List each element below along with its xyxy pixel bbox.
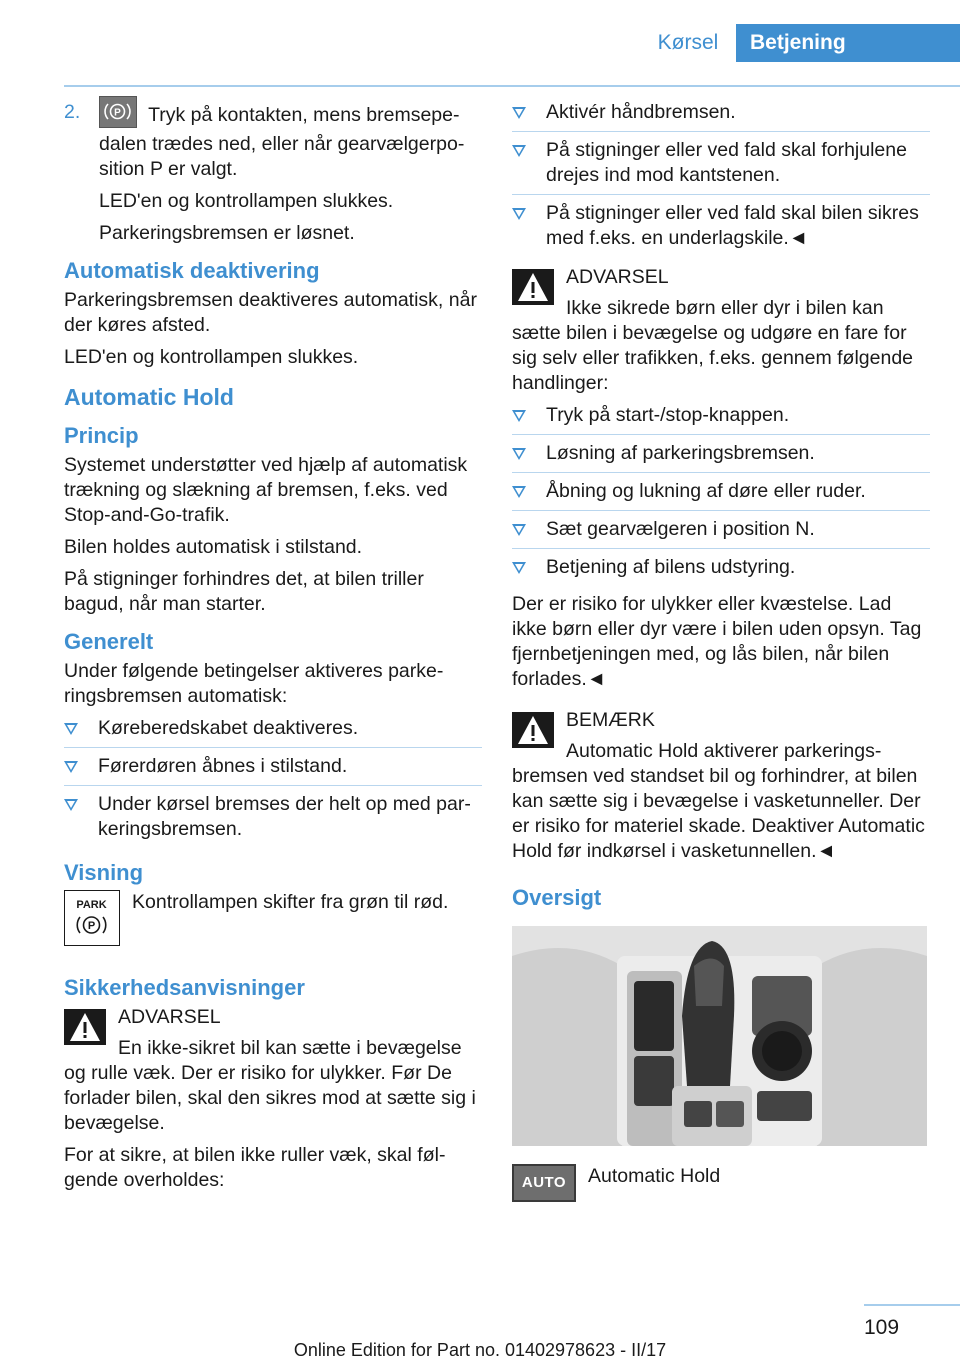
park-icon-label: PARK <box>76 899 107 911</box>
heading-sikkerhed: Sikkerhedsanvisninger <box>64 975 305 1000</box>
park-indicator-icon <box>64 890 120 946</box>
auto-h-button-icon: AUTO H <box>512 1164 576 1202</box>
list-item: Under kørsel bremses der helt op med parkeringsbremsen. <box>64 792 482 848</box>
warning-2-text: Ikke sikrede børn eller dyr i bilen kan sætte bilen i bevægelse og udgøre en fare for sig selv eller trafikken, f.eks. gennem følgende handlinger: <box>512 297 914 394</box>
heading-auto-deactivation: Automatisk deaktivering <box>64 258 320 283</box>
note-title: BEMÆRK <box>566 709 655 731</box>
list-item: Betjening af bilens udstyring. <box>512 555 930 586</box>
warning-triangle-icon <box>64 1009 106 1045</box>
warning-triangle-icon <box>512 712 554 748</box>
step-number: 2. <box>64 101 81 123</box>
header-chapter-tab[interactable]: Betjening <box>736 24 960 62</box>
bullet-triangle-icon <box>512 145 526 157</box>
warning-block-2 <box>512 265 930 396</box>
heading-princip: Princip <box>64 423 139 448</box>
footer-rule <box>864 1304 960 1306</box>
warning-triangle-icon <box>512 269 554 305</box>
warning-text: En ikke-sikret bil kan sætte i bevægelse og rulle væk. Der er risiko for ulykker. Før De forlader bilen, skal den sikres mod at sætte sig i bevægelse. <box>64 1037 476 1134</box>
bullet-triangle-icon <box>512 448 526 460</box>
heading-generelt: Generelt <box>64 629 154 654</box>
heading-visning: Visning <box>64 860 144 885</box>
risk-text: Der er risiko for ulykker eller kvæstelse. Lad ikke børn eller dyr være i bilen uden opsyn. Tag fjernbetjeningen med, og lås bilen, når bilen forlades.◄ <box>512 593 922 690</box>
list-item: Åbning og lukning af døre eller ruder. <box>512 479 930 511</box>
page-header <box>0 24 960 62</box>
heading-automatic-hold: Automatic Hold <box>64 384 234 410</box>
warning-title: ADVARSEL <box>118 1006 221 1028</box>
note-block <box>512 708 930 864</box>
princip-p2: Bilen holdes automatisk i stilstand. <box>64 536 363 558</box>
list-item: På stigninger eller ved fald skal bilen sikres med f.eks. en underlagskile.◄ <box>512 201 930 257</box>
list-item: På stigninger eller ved fald skal forhjulene drejes ind mod kantstenen. <box>512 138 930 195</box>
step-2-text: Tryk på kontakten, mens bremsepedalen trædes ned, eller når gearvælgerposition P er valgt. <box>99 104 465 180</box>
bullet-triangle-icon <box>512 562 526 574</box>
auto-deact-p2: LED'en og kontrollampen slukkes. <box>64 346 359 368</box>
princip-p1: Systemet understøtter ved hjælp af automatisk trækning og slækning af bremsen, f.eks. ved Stop-and-Go-trafik. <box>64 454 468 526</box>
svg-text:P: P <box>114 107 121 119</box>
list-item: Førerdøren åbnes i stilstand. <box>64 754 482 786</box>
auto-h-text: Automatic Hold <box>588 1165 721 1187</box>
svg-text:P: P <box>87 920 96 932</box>
bullet-triangle-icon <box>512 107 526 119</box>
bullet-triangle-icon <box>512 208 526 220</box>
bullet-triangle-icon <box>64 761 78 773</box>
footer-edition-text: Online Edition for Part no. 01402978623 - II/17 <box>293 1340 667 1360</box>
parking-brake-button-icon <box>99 96 137 128</box>
header-section-tab[interactable]: Kørsel <box>640 24 736 62</box>
center-console-photo <box>512 926 927 1146</box>
bullet-triangle-icon <box>64 799 78 811</box>
auto-deact-p1: Parkeringsbremsen deaktiveres automatisk, når der køres afsted. <box>64 289 477 336</box>
generelt-p1: Under følgende betingelser aktiveres parkeringsbremsen automatisk: <box>64 660 444 707</box>
bullet-triangle-icon <box>64 723 78 735</box>
left-column <box>64 100 482 1200</box>
warning-2-title: ADVARSEL <box>566 266 669 288</box>
list-item: Køreberedskabet deaktiveres. <box>64 716 482 748</box>
step-2-released-text: Parkeringsbremsen er løsnet. <box>99 222 355 244</box>
heading-oversigt: Oversigt <box>512 885 602 910</box>
bullet-triangle-icon <box>512 524 526 536</box>
visning-block <box>64 890 482 954</box>
bullet-triangle-icon <box>512 486 526 498</box>
note-text: Automatic Hold aktiverer parkeringsbremsen ved standset bil og forhindrer, at bilen kan sætte sig i bevægelse i vasketunneller. Der er risiko for materiel skade. Deaktiver Automatic Hold før indkørsel i vasketunnellen.◄ <box>512 740 925 862</box>
bullet-triangle-icon <box>512 410 526 422</box>
right-column <box>512 100 930 1225</box>
autoh-block <box>512 1164 930 1225</box>
list-item: Tryk på start-/stop-knappen. <box>512 403 930 435</box>
step-2-led-text: LED'en og kontrollampen slukkes. <box>99 190 394 212</box>
sikkerhed-p1: For at sikre, at bilen ikke ruller væk, skal følgende overholdes: <box>64 1144 446 1191</box>
list-item: Aktivér håndbremsen. <box>512 100 930 132</box>
list-item: Løsning af parkeringsbremsen. <box>512 441 930 473</box>
visning-text: Kontrollampen skifter fra grøn til rød. <box>132 891 449 913</box>
header-rule <box>64 85 960 87</box>
list-item: Sæt gearvælgeren i position N. <box>512 517 930 549</box>
step-2 <box>64 100 482 182</box>
page-number: 109 <box>864 1316 900 1339</box>
warning-block <box>64 1005 482 1136</box>
princip-p3: På stigninger forhindres det, at bilen triller bagud, når man starter. <box>64 568 424 615</box>
